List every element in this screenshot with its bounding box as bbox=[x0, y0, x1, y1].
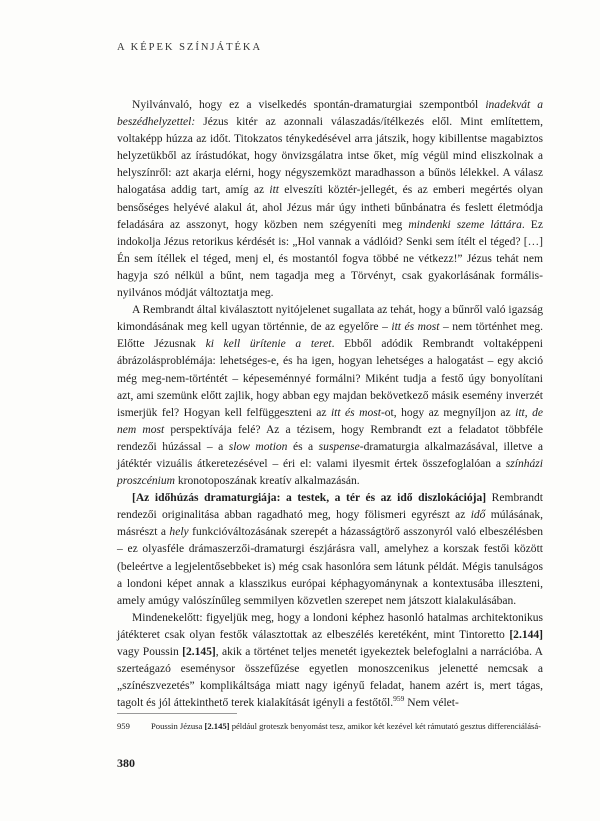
text-run: perspektívája felé? Az a tézisem, hogy Rembrandt ezt a feladatot többféle rendezői húzással – a bbox=[117, 423, 543, 453]
text-run: 959 bbox=[393, 694, 405, 704]
paragraph-4 bbox=[117, 610, 543, 713]
text-run: [2.144] bbox=[509, 628, 543, 641]
text-run: és a bbox=[287, 440, 319, 453]
paragraph-3 bbox=[117, 490, 543, 610]
text-run: hely bbox=[169, 526, 189, 539]
text-run: Jézus kitér az azonnali válaszadás/ítélkezés elől. Mint említettem, voltaképp húzza az időt. Titokzatos ténykedésével arra játszik, hogy kibillentse magabiztos helyzetükből az írástudókat, hogy önvizsgálatra intse őket, míg végül mind eliszkolnak a helyszínről: azt akarja elérni, hogy négyszemközt maradhasson a bűnös lélekkel. A válasz halogatása addig tart, amíg az bbox=[117, 116, 543, 197]
text-run: [Az időhúzás dramaturgiája: a testek, a tér és az idő diszlokációja] bbox=[132, 492, 487, 505]
text-run: itt bbox=[269, 184, 279, 197]
text-run: A Rembrandt által kiválasztott nyitójelenet sugallata az tehát, hogy a bűnről való igazság kimondásának meg kell ugyan történnie, de az egyelőre – bbox=[117, 304, 543, 334]
paragraph-2 bbox=[117, 302, 543, 490]
text-run: Mindenekelőtt: figyeljük meg, hogy a londoni képhez hasonló hatalmas architektonikus játékteret csak olyan festők választottak az elbeszélés keretéként, mint Tintoretto bbox=[117, 611, 543, 641]
paragraph-1 bbox=[117, 97, 543, 302]
body-text bbox=[117, 97, 543, 712]
text-run: . Ez indokolja Jézus retorikus kérdését is: „Hol vannak a vádlóid? Senki sem ítélt el téged? […] Én sem ítéllek el téged, menj el, és mostantól fogva többé ne vétkezz!” Jézus tehát nem hagyja szó nélkül a bűnt, nem tagadja meg a Törvényt, csak gyakorlásának formális-nyilvános módját változtatja meg. bbox=[117, 218, 543, 300]
footnote-number: 959 bbox=[117, 721, 130, 731]
text-run: vagy Poussin bbox=[117, 646, 183, 658]
text-run: . Ebből adódik Rembrandt voltaképpeni ábrázolásproblémája: lehetséges-e, és ha igen, hogyan lehetséges a halogatást – egy akció még meg-nem-történtét – képeseménnyé formálni? Miként tudja a festő úgy bonyolítani azt, ami szemünk előtt zajlik, hogy abban egy majdan bekövetkező másik esemény inverzét ismerjük fel? Hogyan kell felfüggeszteni az bbox=[117, 338, 544, 419]
footnote-text-run: [2.145] bbox=[204, 721, 230, 731]
text-run: Nem vélet- bbox=[404, 697, 459, 710]
text-run: mindenki szeme láttára bbox=[408, 218, 522, 231]
text-run: Rembrandt rendezői originalitása abban ragadható meg, hogy fölismeri egyrészt az bbox=[117, 492, 543, 522]
text-run: itt és most bbox=[391, 321, 440, 334]
text-run: idő bbox=[470, 509, 486, 522]
text-run: [2.145] bbox=[182, 646, 216, 658]
text-run: múlásának, másrészt a bbox=[117, 509, 543, 539]
text-run: -ot, hogy az megnyíljon az bbox=[380, 406, 516, 419]
footnote bbox=[117, 720, 543, 732]
footnote-text bbox=[151, 721, 541, 731]
text-run: itt és most bbox=[330, 406, 381, 419]
text-run: – nem történhet meg. Előtte Jézusnak bbox=[117, 321, 543, 351]
page-number: 380 bbox=[117, 756, 135, 770]
text-run: elveszíti köztér-jellegét, és az emberi megértés olyan bensőséges helyévé alakul át, ahol Jézus már úgy intheti bűnbánatra és feslett életmódja feladására az asszonyt, hogy közben nem szégyeníti meg bbox=[117, 184, 543, 231]
footnote-text-run: Poussin Jézusa bbox=[151, 721, 205, 731]
footnote-text-run: például groteszk benyomást tesz, amikor két kezével két rámutató gesztus differenciálásá- bbox=[229, 721, 542, 731]
footnote-divider bbox=[117, 713, 237, 714]
text-run: funkcióváltozásának szerepét a házasságtörő asszonyról való elbeszélésben – ez olyasféle drámaszerzői-dramaturgi észjárásra vall, amelyhez a korszak festői között (beleértve a legjelentősebbeket is) még csak hasonlóra sem látunk példát. Mégis tanulságos a londoni képet annak a klasszikus európai képhagyománynak a kontextusába illeszteni, amely amúgy valószínűleg semmilyen közvetlen szerepet nem játszott kialakulásában. bbox=[117, 526, 543, 607]
text-run: -dramaturgia alkalmazásával, illetve a játéktér vizuális átkeretezésével – éri el: valami ilyesmit értek összefoglalóan a bbox=[117, 440, 544, 470]
text-run: Nyilvánvaló, hogy ez a viselkedés spontán-dramaturgiai szempontból bbox=[132, 99, 486, 111]
text-run: , akik a történet teljes menetét igyekeztek belefoglalni a narrációba. A szerteágazó eseménysor összefűzése egyetlen monoszcenikus jelenetté nemcsak a „színészvezetés” komplikáltsága miatt nagy igényű feladat, hanem azért is, mert tágas, tagolt és jól áttekinthető terek kialakítását igényli a festőtől. bbox=[117, 646, 544, 710]
running-head: A KÉPEK SZÍNJÁTÉKA bbox=[117, 42, 263, 53]
text-run: inadekvát a beszédhelyzettel: bbox=[117, 99, 544, 129]
text-run: itt, de nem most bbox=[117, 406, 543, 436]
text-run: suspense bbox=[318, 440, 360, 453]
text-run: kronotoposzának kreatív alkalmazásán. bbox=[174, 475, 360, 488]
text-run: színházi proszcénium bbox=[117, 457, 543, 488]
text-run: ki kell ürítenie a teret bbox=[205, 338, 332, 351]
text-run: slow motion bbox=[228, 440, 288, 453]
